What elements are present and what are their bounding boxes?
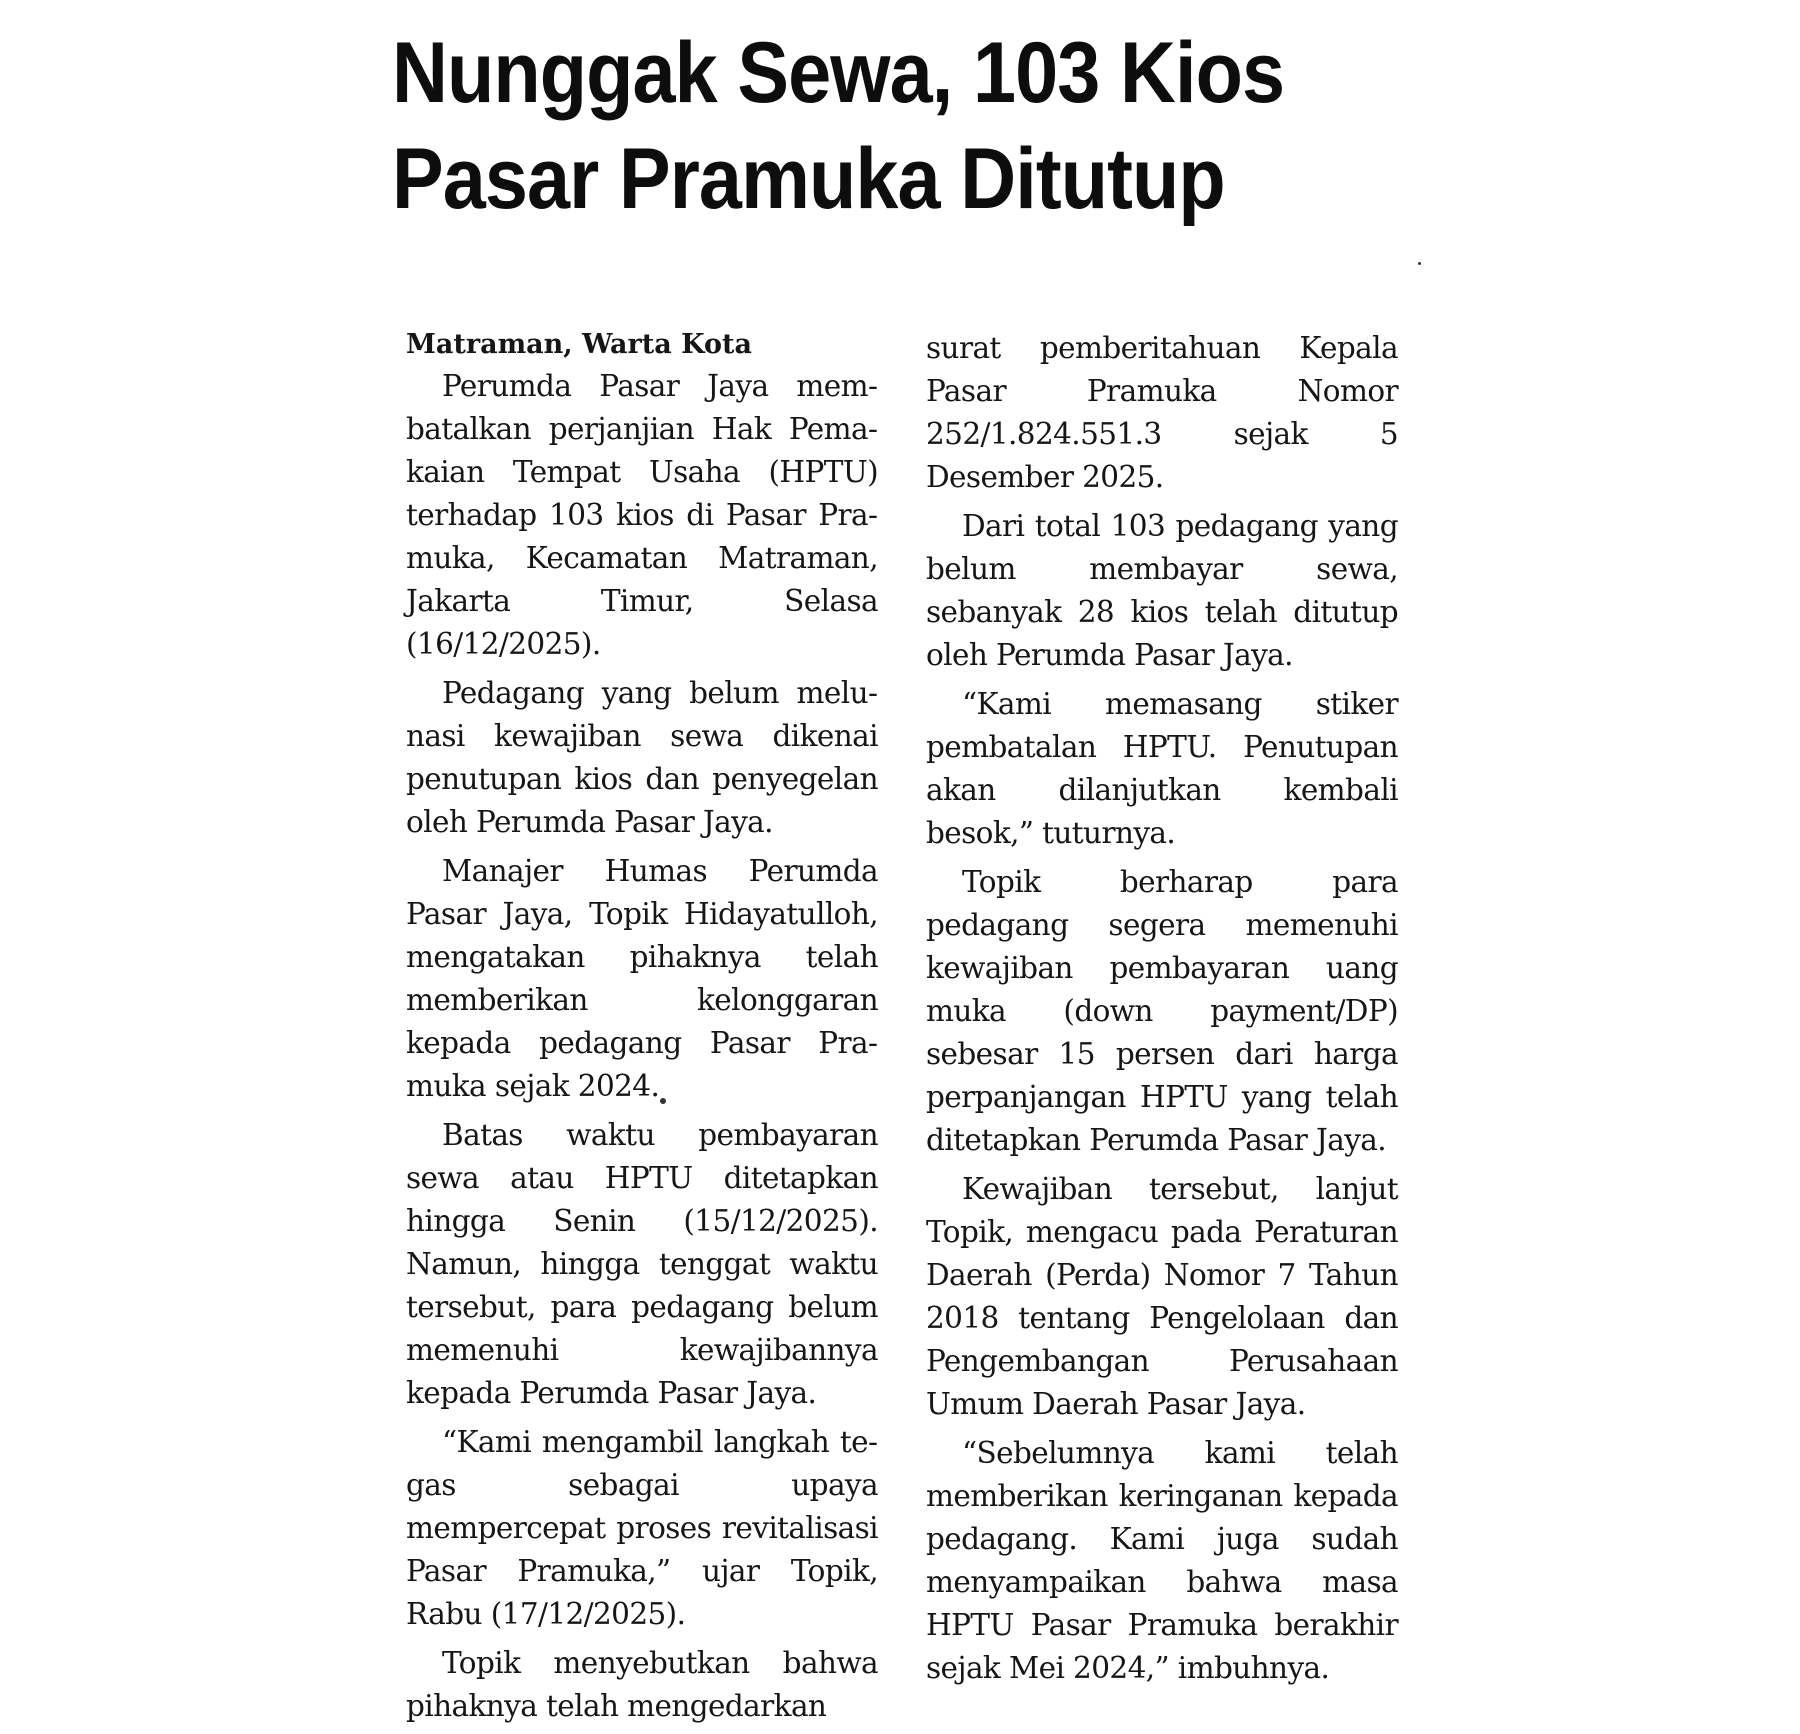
paragraph: Dari total 103 pedagang yang belum membayar sewa, sebanyak 28 kios telah ditutup oleh Perumda Pasar Jaya.: [926, 509, 1398, 672]
print-speck: [660, 1098, 666, 1104]
article-column-right: [926, 327, 1398, 1696]
paragraph: Topik berharap para pedagang segera memenuhi kewajiban pembayaran uang muka (down payment/DP) sebesar 15 persen dari harga perpanjangan HPTU yang telah ditetapkan Perumda Pasar Jaya.: [926, 865, 1398, 1157]
paragraph: “Kami memasang stiker pembatalan HPTU. Penutupan akan dilanjutkan kembali besok,” tuturnya.: [926, 687, 1398, 850]
headline-line-1: Nunggak Sewa, 103 Kios: [392, 25, 1285, 121]
print-speck: [1418, 262, 1421, 265]
dateline: Matraman, Warta Kota: [406, 329, 752, 360]
paragraph: Kewajiban tersebut, lanjut Topik, mengacu pada Peraturan Daerah (Perda) Nomor 7 Tahun 2018 tentang Pengelolaan dan Pengembangan Perusahaan Umum Daerah Pasar Jaya.: [926, 1172, 1398, 1421]
paragraph: Topik menyebutkan bahwa pihaknya telah mengedarkan: [406, 1646, 878, 1723]
paragraph-continued: surat pemberitahuan Kepala Pasar Pramuka Nomor 252/1.824.551.3 sejak 5 Desember 2025.: [926, 331, 1398, 494]
headline-line-2: Pasar Pramuka Ditutup: [392, 131, 1225, 227]
paragraph: “Kami mengambil langkah tegas sebagai upaya mempercepat proses revitalisasi Pasar Pramuka,” ujar Topik, Rabu (17/12/2025).: [406, 1425, 878, 1631]
paragraph: Batas waktu pembayaran sewa atau HPTU ditetapkan hingga Senin (15/12/2025). Namun, hingga tenggat waktu tersebut, para pedagang belum memenuhi kewajibannya kepada Perumda Pasar Jaya.: [406, 1118, 878, 1410]
article-column-left: [406, 327, 878, 1734]
paragraph: Pedagang yang belum melunasi kewajiban sewa dikenai penutupan kios dan penyegelan oleh Perumda Pasar Jaya.: [406, 676, 878, 839]
article-headline: [392, 20, 1382, 232]
paragraph: “Sebelumnya kami telah memberikan keringanan kepada pedagang. Kami juga sudah menyampaikan bahwa masa HPTU Pasar Pramuka berakhir sejak Mei 2024,” imbuhnya.: [926, 1436, 1398, 1685]
paragraph: Manajer Humas Perumda Pasar Jaya, Topik Hidayatulloh, mengatakan pihaknya telah memberikan kelonggaran kepada pedagang Pasar Pramuka sejak 2024.: [406, 854, 878, 1103]
paragraph: Perumda Pasar Jaya membatalkan perjanjian Hak Pemakaian Tempat Usaha (HPTU) terhadap 103 kios di Pasar Pramuka, Kecamatan Matraman, Jakarta Timur, Selasa (16/12/2025).: [406, 369, 878, 661]
